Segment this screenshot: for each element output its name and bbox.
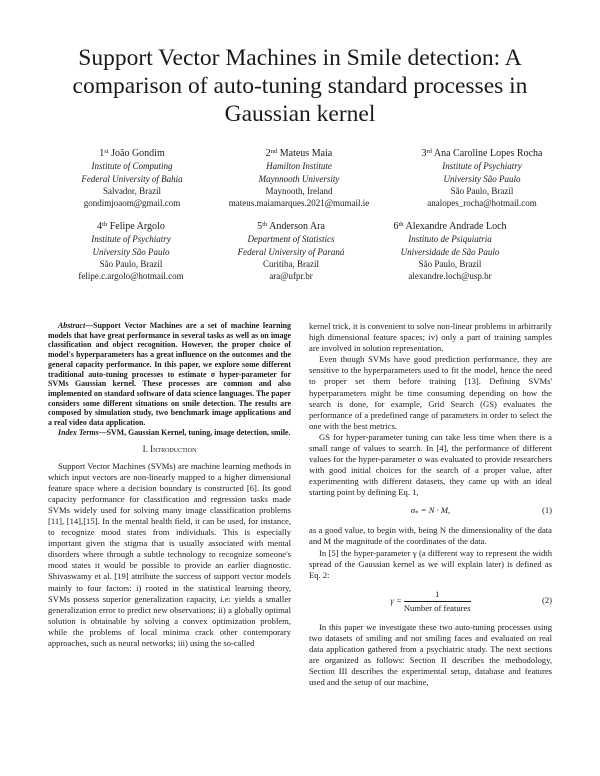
body-paragraph: In [5] the hyper-parameter γ (a different way to represent the width spread of the Gaussian kernel as we will explain later) is defined as Eq. 2: [309, 547, 552, 580]
author-block: 6th Alexandre Andrade Loch Instituto de Psiquiatria Universidade de São Paulo São Paulo, Brazil alexandre.loch@usp.br [365, 219, 535, 282]
left-column [48, 321, 291, 649]
author-name: Anderson Ara [269, 221, 325, 232]
author-block: 2nd Mateus Maia Hamilton Institute Maynnooth University Maynooth, Ireland mateus.maiamarques.2021@mumail.ie [214, 146, 384, 209]
author-email: gondimjoaom@gmail.com [83, 198, 181, 209]
author-name: Felipe Argolo [109, 221, 165, 232]
author-email: mateus.maiamarques.2021@mumail.ie [228, 198, 370, 209]
body-paragraph: kernel trick, it is convenient to solve non-linear problems in arbitrarily high dimensional feature spaces; iv) only a part of training samples are involved in solution representation. [309, 321, 552, 354]
equation-2: γ = $\frac{1}{\text{Number of features}}$ (2) [390, 588, 552, 613]
equation-number: (2) [541, 594, 552, 605]
intro-paragraph: Support Vector Machines (SVMs) are machine learning methods in which input vectors are non-linearly mapped to a higher dimensional feature space where a decision boundary is constructed [6]. Its good capacity performance for classification and regression tasks made SVMs widely used for solving many image classification problems [11], [14],[15]. In the mental health field, it can be used, for instance, to recognize mood states from individuals. This is especially important given the stigma that is usually associated with mental disorders where through a subtle technology to recognize someone's mood states it would be possible to provide an earlier diagnostic. Shivaswamy et al. [19] attribute the success of support vector models mainly to four factors: i) rooted in the statistical learning theory, SVMs possess superior generalization capacity, i.e: yields a smaller generalization error to predict new observations; ii) a globally optimal solution is obtainable by solving a convex optimization problem, while the problems of local minima crack other contemporary approaches, such as neural networks; iii) using the so-called [48, 460, 291, 649]
author-name: Mateus Maia [279, 148, 333, 159]
body-paragraph: Even though SVMs have good prediction performance, they are sensitive to the hyperparameters used to fit the model, hence the need to proper set them before training [13]. Defining SVMs' hyperparameters might be time consuming depending on how the search is done, for example, Grid Search (GS) evaluates the performance of a predefined range of parameters in order to select the one with the best metrics. [309, 354, 552, 431]
author-block: 4th Felipe Argolo Institute of Psychiatry University São Paulo São Paulo, Brazil felipe.c.argolo@hotmail.com [46, 219, 216, 282]
author-name: Alexandre Andrade Loch [405, 221, 507, 232]
author-email: analopes_rocha@hotmail.com [427, 198, 537, 209]
equation-1: $\sigma_* = N \cdot M$, (1) [410, 504, 552, 518]
body-paragraph: GS for hyper-parameter tuning can take less time when there is a small range of values to search. In [4], the performance of different values for the hyper-parameter σ was evaluated to provide researchers with good initial choices for the search of a proper value, after experimenting with different datasets, they came up with an ideal starting point by defining Eq. 1, [309, 431, 552, 498]
paper-title: Support Vector Machines in Smile detection: A comparison of auto-tuning standard processes in Gaussian kernel [72, 45, 528, 127]
equation-number: (1) [541, 504, 552, 515]
author-name: João Gondim [111, 148, 165, 159]
author-email: ara@ufpr.br [269, 271, 313, 282]
author-name: Ana Caroline Lopes Rocha [433, 148, 543, 159]
abstract: Abstract—Support Vector Machines are a set of machine learning models that have great performance in several tasks as well as on image classification and object recognition. However, the proper choice of model's hyperparameters has a great influence on the outcomes and the general capacity performance. In this paper, we explore some different traditional auto-tuning processes to estimate σ hyper-parameter for SVMs Gaussian kernel. These processes are common and also implemented on standard software of data science languages. The paper considers some different situations on smile detection. The results are composed by simulation study, two benchmark image applications and a real video data application. [48, 321, 291, 428]
right-column [309, 321, 552, 689]
index-terms: Index Terms—SVM, Gaussian Kernel, tuning, image detection, smile. [58, 427, 291, 437]
author-block: 3rd Ana Caroline Lopes Rocha Institute of Psychiatry University São Paulo São Paulo, Brazil analopes_rocha@hotmail.com [397, 146, 567, 209]
author-block: 5th Anderson Ara Department of Statistics Federal University of Paraná Curitiba, Brazil ara@ufpr.br [206, 219, 376, 282]
section-heading: I. Introduction [142, 444, 197, 455]
author-email: felipe.c.argolo@hotmail.com [78, 271, 184, 282]
author-block: 1st João Gondim Institute of Computing Federal University of Bahia Salvador, Brazil gondimjoaom@gmail.com [47, 146, 217, 209]
body-paragraph: as a good value, to begin with, being N the dimensionality of the data and M the magnitude of the coordinates of the data. [309, 525, 552, 547]
body-paragraph: In this paper we investigate these two auto-tuning processes using two datasets of smiling and not smiling faces and evaluated on real data application gathered from a psychiatric study. The next sections are organized as follows: Section II describes the methodology, Section III describes the experimental setup, database and features used and the setup of our machine, [309, 621, 552, 688]
author-email: alexandre.loch@usp.br [408, 271, 492, 282]
